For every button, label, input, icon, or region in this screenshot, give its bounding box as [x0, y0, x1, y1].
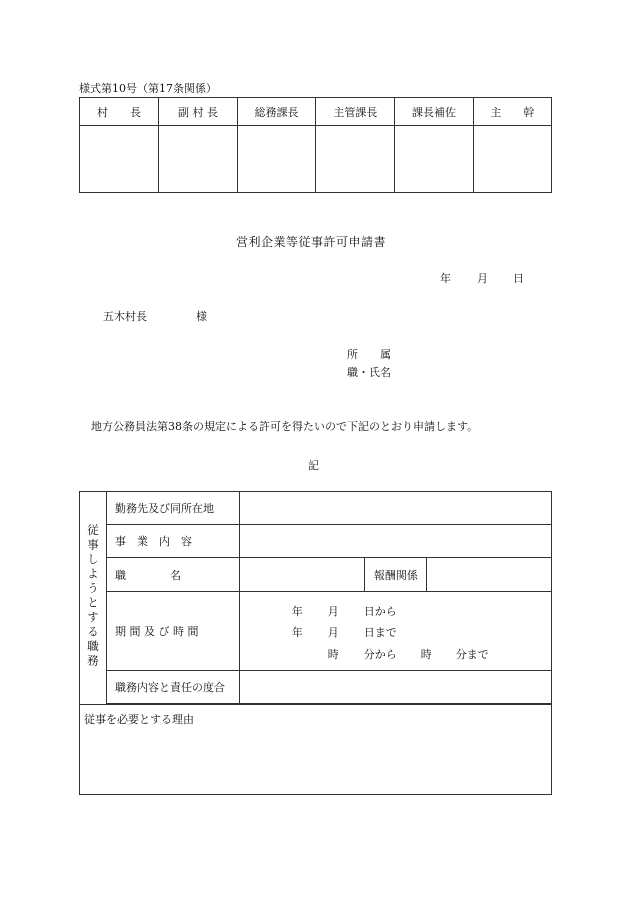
stamp-box-section-chief[interactable]	[316, 126, 395, 193]
period-end-month: 月	[327, 626, 339, 639]
duty-vertical-label-text: 従事しようとする職務	[85, 524, 100, 669]
ki-marker: 記	[308, 459, 319, 472]
approval-header-village-head: 村 長	[80, 98, 159, 126]
approval-header-section-chief: 主管課長	[316, 98, 395, 126]
period-end-day: 日まで	[363, 626, 397, 639]
approval-header-general-affairs: 総務課長	[237, 98, 316, 126]
period-lines	[240, 601, 551, 661]
period-from-minute: 分から	[363, 648, 397, 661]
business-field[interactable]	[239, 525, 551, 558]
stamp-box-village-head[interactable]	[80, 126, 159, 193]
employer-label: 勤務先及び同所在地	[106, 492, 239, 525]
reason-field[interactable]	[80, 705, 552, 795]
stamp-box-deputy-head[interactable]	[159, 126, 238, 193]
period-to-hour: 時	[420, 648, 432, 661]
period-start-year: 年	[291, 605, 303, 618]
approval-header-deputy-chief: 課長補佐	[395, 98, 474, 126]
date-day: 日	[513, 272, 524, 285]
responsibility-label: 職務内容と責任の度合	[106, 671, 239, 704]
remuneration-field[interactable]	[427, 558, 552, 592]
duty-details-table	[79, 491, 552, 795]
period-to-minute: 分まで	[455, 648, 489, 661]
applicant-affiliation-label: 所 属	[347, 348, 391, 361]
period-field[interactable]	[239, 592, 551, 671]
recipient-honorific: 様	[196, 310, 207, 323]
approval-stamp-table	[79, 97, 552, 193]
position-label: 職 名	[106, 558, 239, 592]
date-year: 年	[440, 272, 451, 285]
period-from-hour: 時	[327, 648, 339, 661]
date-month: 月	[477, 272, 488, 285]
applicant-position-name-label: 職・氏名	[347, 366, 391, 379]
business-label: 事 業 内 容	[106, 525, 239, 558]
stamp-box-manager[interactable]	[473, 126, 551, 193]
duty-vertical-label	[80, 492, 107, 705]
responsibility-field[interactable]	[239, 671, 551, 704]
period-label: 期 間 及 び 時 間	[106, 592, 239, 671]
stamp-box-general-affairs[interactable]	[237, 126, 316, 193]
period-start-month: 月	[327, 605, 339, 618]
form-number: 様式第10号（第17条関係）	[79, 82, 217, 95]
approval-header-deputy-head: 副 村 長	[159, 98, 238, 126]
remuneration-label: 報酬関係	[365, 558, 427, 592]
body-text: 地方公務員法第38条の規定による許可を得たいので下記のとおり申請します。	[91, 420, 479, 433]
period-start-day: 日から	[363, 605, 397, 618]
position-field[interactable]	[239, 558, 365, 592]
reason-label: 従事を必要とする理由	[84, 713, 194, 726]
recipient-name: 五木村長	[103, 310, 147, 323]
stamp-box-deputy-chief[interactable]	[395, 126, 474, 193]
document-title: 営利企業等従事許可申請書	[236, 235, 387, 249]
employer-field[interactable]	[239, 492, 551, 525]
period-end-year: 年	[291, 626, 303, 639]
approval-header-manager: 主 幹	[473, 98, 551, 126]
